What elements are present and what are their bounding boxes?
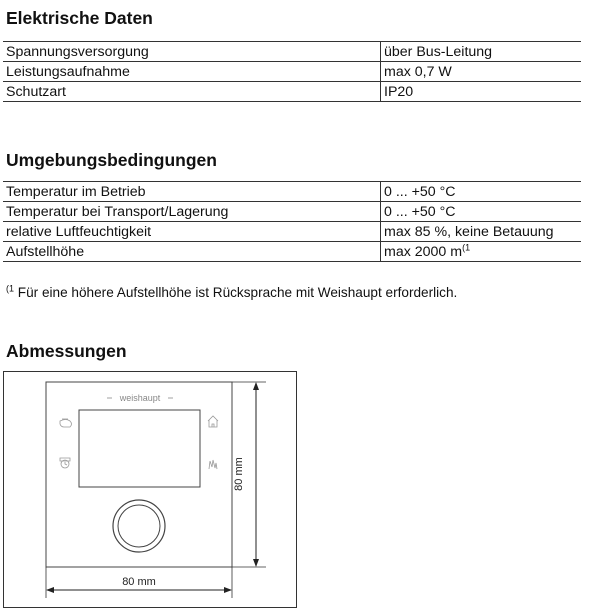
footnote-marker: (1 <box>6 283 15 294</box>
row-value <box>381 242 582 262</box>
brand-logo: weishaupt <box>119 393 161 403</box>
footnote-ref: (1 <box>462 242 471 253</box>
footnote-text: Für eine höhere Aufstellhöhe ist Rücksprache mit Weishaupt erforderlich. <box>14 285 458 300</box>
rotary-dial-inner <box>118 505 160 547</box>
row-label: relative Luftfeuchtigkeit <box>3 222 381 242</box>
altitude-value: max 2000 m <box>384 244 463 260</box>
table-row <box>3 62 581 82</box>
row-label: Spannungsversorgung <box>3 42 381 62</box>
row-value: 0 ... +50 °C <box>381 202 582 222</box>
row-value: 0 ... +50 °C <box>381 182 582 202</box>
row-label: Temperatur im Betrieb <box>3 182 381 202</box>
dimension-drawing <box>4 372 296 607</box>
electrical-data-table <box>3 41 581 102</box>
calendar-clock-icon <box>60 458 70 468</box>
table-row <box>3 82 581 102</box>
rotary-dial <box>113 500 165 552</box>
row-label: Temperatur bei Transport/Lagerung <box>3 202 381 222</box>
table-row <box>3 202 581 222</box>
table-row <box>3 242 581 262</box>
table-row <box>3 42 581 62</box>
section-title-dimensions: Abmessungen <box>6 341 127 361</box>
footnote <box>6 285 457 300</box>
row-value: max 85 %, keine Betauung <box>381 222 582 242</box>
display <box>79 410 200 487</box>
section-title-electrical: Elektrische Daten <box>6 8 153 28</box>
row-value: max 0,7 W <box>381 62 582 82</box>
height-label: 80 mm <box>233 457 245 491</box>
width-label: 80 mm <box>122 576 156 588</box>
row-value: über Bus-Leitung <box>381 42 582 62</box>
dimension-drawing-frame <box>3 371 297 608</box>
table-row <box>3 222 581 242</box>
hand-icon <box>60 419 72 427</box>
row-label: Leistungsaufnahme <box>3 62 381 82</box>
row-label: Schutzart <box>3 82 381 102</box>
row-label: Aufstellhöhe <box>3 242 381 262</box>
section-title-environment: Umgebungsbedingungen <box>6 150 217 170</box>
table-row <box>3 182 581 202</box>
house-icon <box>208 416 218 427</box>
environment-data-table <box>3 181 581 262</box>
row-value: IP20 <box>381 82 582 102</box>
hand-wave-icon <box>209 460 217 469</box>
